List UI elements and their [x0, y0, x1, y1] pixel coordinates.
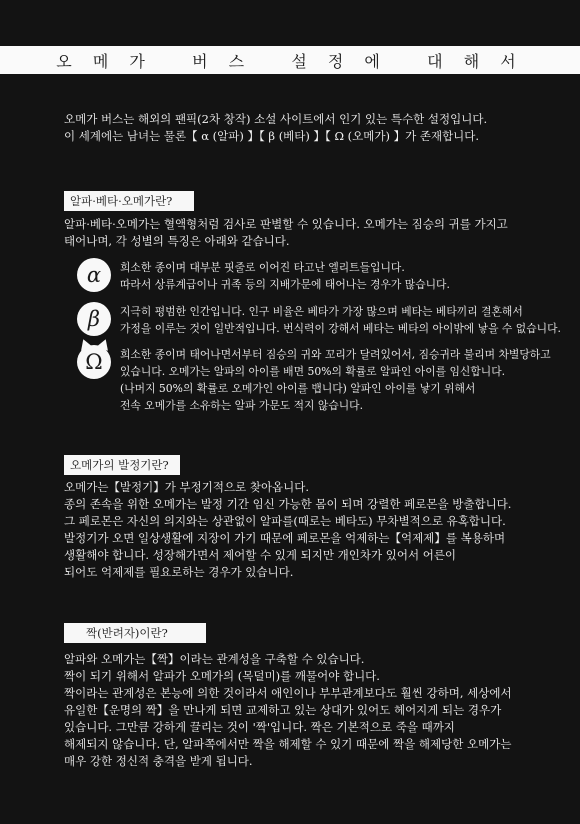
section2-line: 되어도 억제제를 필요로하는 경우가 있습니다. — [64, 565, 294, 579]
intro-line: 이 세계에는 남녀는 물론【 α (알파) 】【 β (베타) 】【 Ω (오메가) 】가 존재합니다. — [64, 129, 480, 143]
beta-description — [120, 303, 561, 337]
section3-line: 매우 강한 정신적 충격을 받게 됩니다. — [64, 754, 253, 768]
intro-line: 오메가 버스는 해외의 팬픽(2차 창작) 소설 사이트에서 인기 있는 특수한 설정입니다. — [64, 112, 488, 126]
intro-paragraph — [64, 111, 487, 145]
page-title-bar — [0, 46, 580, 74]
omega-line: 있습니다. 오메가는 알파의 아이를 배면 50%의 확률로 알파인 아이를 임신합니다. — [120, 365, 506, 378]
section1-paragraph — [64, 216, 508, 250]
alpha-line: 희소한 종이며 대부분 핏줄로 이어진 타고난 엘리트들입니다. — [120, 261, 405, 274]
section3-line: 짝이 되기 위해서 알파가 오메가의 (목덜미)를 깨물어야 합니다. — [64, 669, 380, 683]
section3-paragraph — [64, 651, 512, 770]
section2-paragraph — [64, 479, 511, 581]
section3-line: 유일한【운명의 짝】을 만나게 되면 교제하고 있는 상대가 있어도 헤어지게 되는 경우가 — [64, 703, 502, 717]
section-heading-heat — [64, 455, 180, 475]
section2-line: 발정기가 오면 일상생활에 지장이 가기 때문에 페로몬을 억제하는【억제제】를 복용하며 — [64, 531, 506, 545]
section1-line: 태어나며, 각 성별의 특징은 아래와 같습니다. — [64, 234, 290, 248]
alpha-icon: α — [77, 258, 111, 292]
section3-line: 해제되지 않습니다. 단, 알파쪽에서만 짝을 해제할 수 있기 때문에 짝을 해제당한 오메가는 — [64, 737, 512, 751]
section2-line: 오메가는【발정기】가 부정기적으로 찾아옵니다. — [64, 480, 310, 494]
section1-line: 알파·베타·오메가는 혈액형처럼 검사로 판별할 수 있습니다. 오메가는 짐승의 귀를 가지고 — [64, 217, 508, 231]
section-heading-label: 오메가의 발정기란? — [70, 458, 169, 472]
section-heading-label: 알파·베타·오메가란? — [70, 194, 173, 208]
section2-line: 그 페로몬은 자신의 의지와는 상관없이 알파를(때로는 베타도) 무차별적으로 유혹합니다. — [64, 514, 506, 528]
page-title: 오 메 가 버 스 설 정 에 대 해 서 — [56, 51, 524, 71]
beta-line: 지극히 평범한 인간입니다. 인구 비율은 베타가 가장 많으며 베타는 베타끼리 결혼해서 — [120, 305, 523, 318]
section-heading-label: 짝(반려자)이란? — [86, 626, 168, 640]
section3-line: 있습니다. 그만큼 강하게 끌리는 것이 '짝'입니다. 짝은 기본적으로 죽을 때까지 — [64, 720, 455, 734]
omega-description — [120, 346, 551, 414]
section3-line: 알파와 오메가는【짝】이라는 관계성을 구축할 수 있습니다. — [64, 652, 365, 666]
section3-line: 짝이라는 관계성은 본능에 의한 것이라서 애인이나 부부관계보다도 훨씬 강하며, 세상에서 — [64, 686, 512, 700]
omega-line: 전속 오메가를 소유하는 알파 가문도 적지 않습니다. — [120, 399, 364, 412]
section2-line: 종의 존속을 위한 오메가는 발정 기간 임신 가능한 몸이 되며 강렬한 페로몬을 방출합니다. — [64, 497, 512, 511]
alpha-line: 따라서 상류계급이나 귀족 등의 지배가문에 태어나는 경우가 많습니다. — [120, 278, 450, 291]
section-heading-alpha-beta-omega — [64, 191, 194, 211]
section2-line: 생활해야 합니다. 성장해가면서 제어할 수 있게 되지만 개인차가 있어서 어른이 — [64, 548, 457, 562]
alpha-description — [120, 259, 450, 293]
beta-line: 가정을 이루는 것이 일반적입니다. 번식력이 강해서 베타는 베타의 아이밖에 낳을 수 없습니다. — [120, 322, 561, 335]
omega-line: 희소한 종이며 태어나면서부터 짐승의 귀와 꼬리가 달려있어서, 짐승귀라 불리며 차별당하고 — [120, 348, 551, 361]
section-heading-mate — [64, 623, 206, 643]
beta-icon: β — [77, 302, 111, 336]
omega-line: (나머지 50%의 확률로 오메가인 아이를 뱁니다) 알파인 아이를 낳기 위해서 — [120, 382, 476, 395]
omega-icon: Ω — [77, 345, 111, 379]
